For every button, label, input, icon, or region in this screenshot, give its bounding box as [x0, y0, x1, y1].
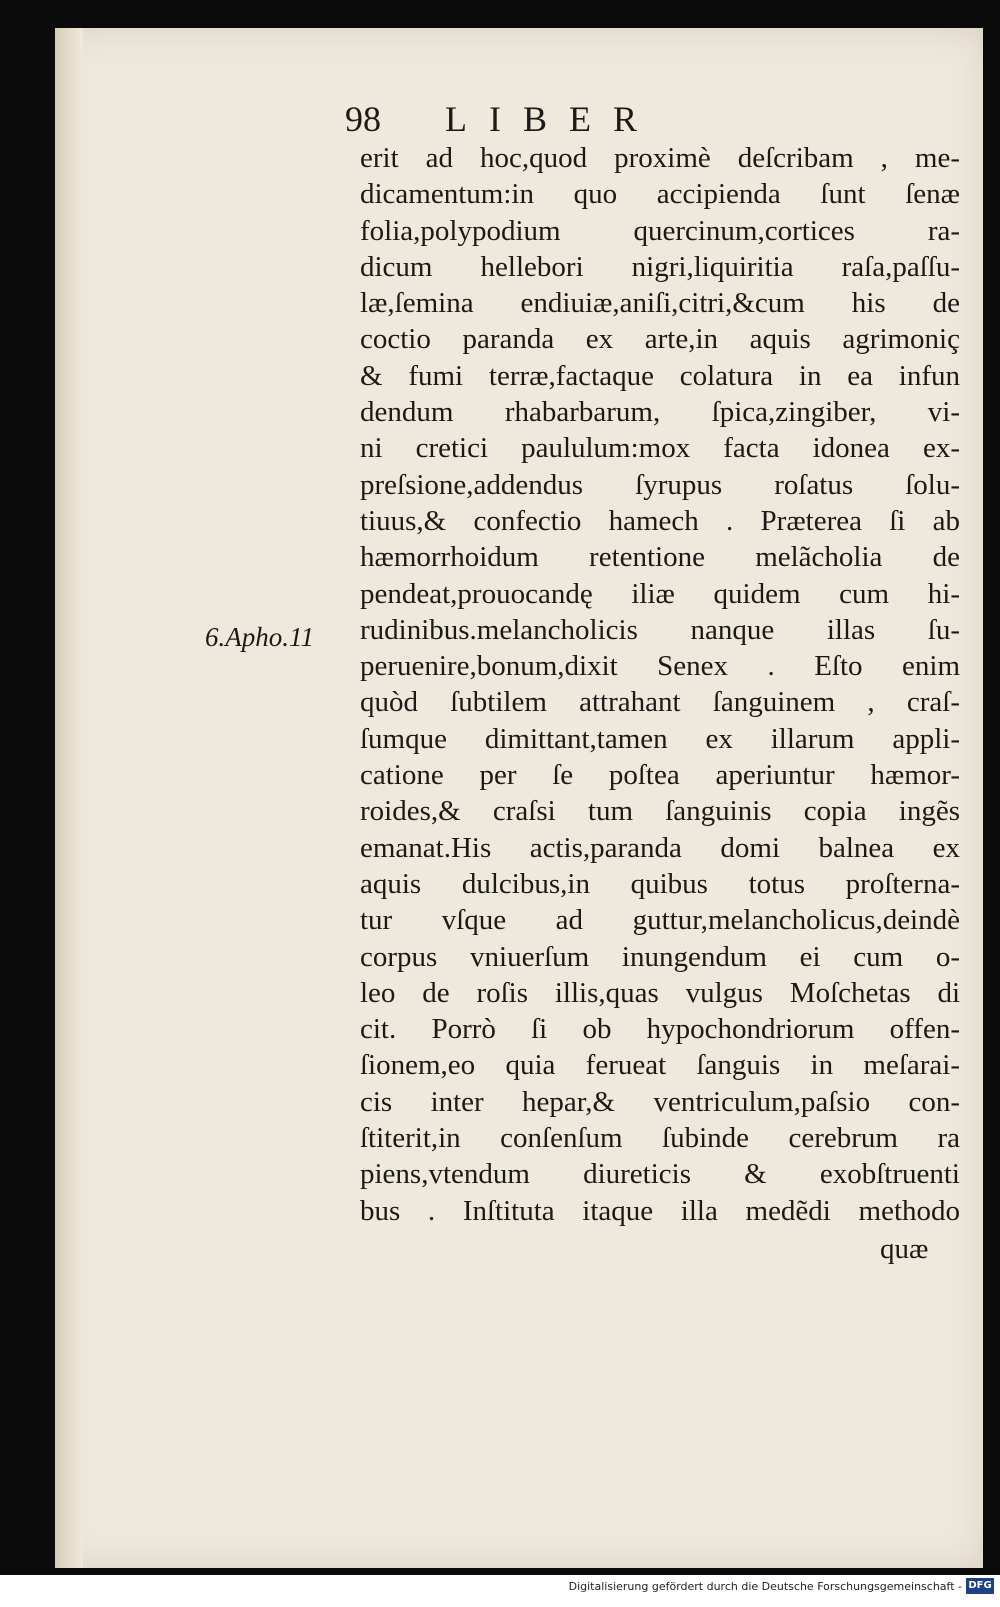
text-line: læ,ſemina endiuiæ,aniſi,citri,&cum his de — [360, 287, 960, 320]
text-line: peruenire,bonum,dixit Senex . Eſto enim — [360, 650, 960, 683]
text-line: dendum rhabarbarum, ſpica,zingiber, vi- — [360, 396, 960, 429]
body-text — [360, 140, 960, 1229]
text-line: tur vſque ad guttur,melancholicus,deindè — [360, 904, 960, 937]
text-line: cis inter hepar,& ventriculum,paſsio con- — [360, 1085, 960, 1118]
text-line: cit. Porrò ſi ob hypochondriorum offen- — [360, 1013, 960, 1046]
text-line: quòd ſubtilem attrahant ſanguinem , craſ- — [360, 686, 960, 719]
page-gutter-shadow — [55, 28, 83, 1568]
text-line: ſtiterit,in conſenſum ſubinde cerebrum ra — [360, 1122, 960, 1155]
dfg-logo: DFG — [966, 1578, 994, 1594]
text-line: preſsione,addendus ſyrupus roſatus ſolu- — [360, 468, 960, 501]
text-line: piens,vtendum diureticis & exobſtruenti — [360, 1158, 960, 1191]
text-line: ſumque dimittant,tamen ex illarum appli- — [360, 722, 960, 755]
text-line: emanat.His actis,paranda domi balnea ex — [360, 831, 960, 864]
text-line: corpus vniuerſum inungendum ei cum o- — [360, 940, 960, 973]
digitization-credit: Digitalisierung gefördert durch die Deutsche Forschungsgemeinschaft - — [568, 1580, 962, 1593]
page-number: 98 — [345, 99, 381, 139]
text-line: leo de roſis illis,quas vulgus Moſchetas di — [360, 976, 960, 1009]
text-line: erit ad hoc,quod proximè deſcribam , me- — [360, 142, 960, 174]
text-line: folia,polypodium quercinum,cortices ra- — [360, 214, 960, 247]
text-line: hæmorrhoidum retentione melãcholia de — [360, 541, 960, 574]
text-line: dicamentum:in quo accipienda ſunt ſenæ — [360, 178, 960, 211]
text-line: ſionem,eo quia ferueat ſanguis in meſarai- — [360, 1049, 960, 1082]
running-title: LIBER — [445, 99, 659, 139]
text-line: rudinibus.melancholicis nanque illas ſu- — [360, 613, 960, 646]
text-line: ni cretici paululum:mox facta idonea ex- — [360, 432, 960, 465]
text-line: bus . Inſtituta itaque illa medẽdi methodo — [360, 1194, 960, 1227]
text-line: pendeat,prouocandę iliæ quidem cum hi- — [360, 577, 960, 610]
text-line: tiuus,& confectio hamech . Præterea ſi ab — [360, 504, 960, 537]
text-line: & fumi terræ,factaque colatura in ea infun — [360, 359, 960, 392]
catchword: quæ — [880, 1233, 929, 1265]
text-line: catione per ſe poſtea aperiuntur hæmor- — [360, 759, 960, 792]
scan-edge-strip — [983, 28, 1000, 1575]
text-line: dicum hellebori nigri,liquiritia raſa,paſſu- — [360, 250, 960, 283]
text-line: coctio paranda ex arte,in aquis agrimoniç — [360, 323, 960, 356]
text-line: roides,& craſsi tum ſanguinis copia ingẽs — [360, 795, 960, 828]
marginal-note: 6.Apho.11 — [205, 622, 314, 652]
text-line: aquis dulcibus,in quibus totus proſterna- — [360, 867, 960, 900]
